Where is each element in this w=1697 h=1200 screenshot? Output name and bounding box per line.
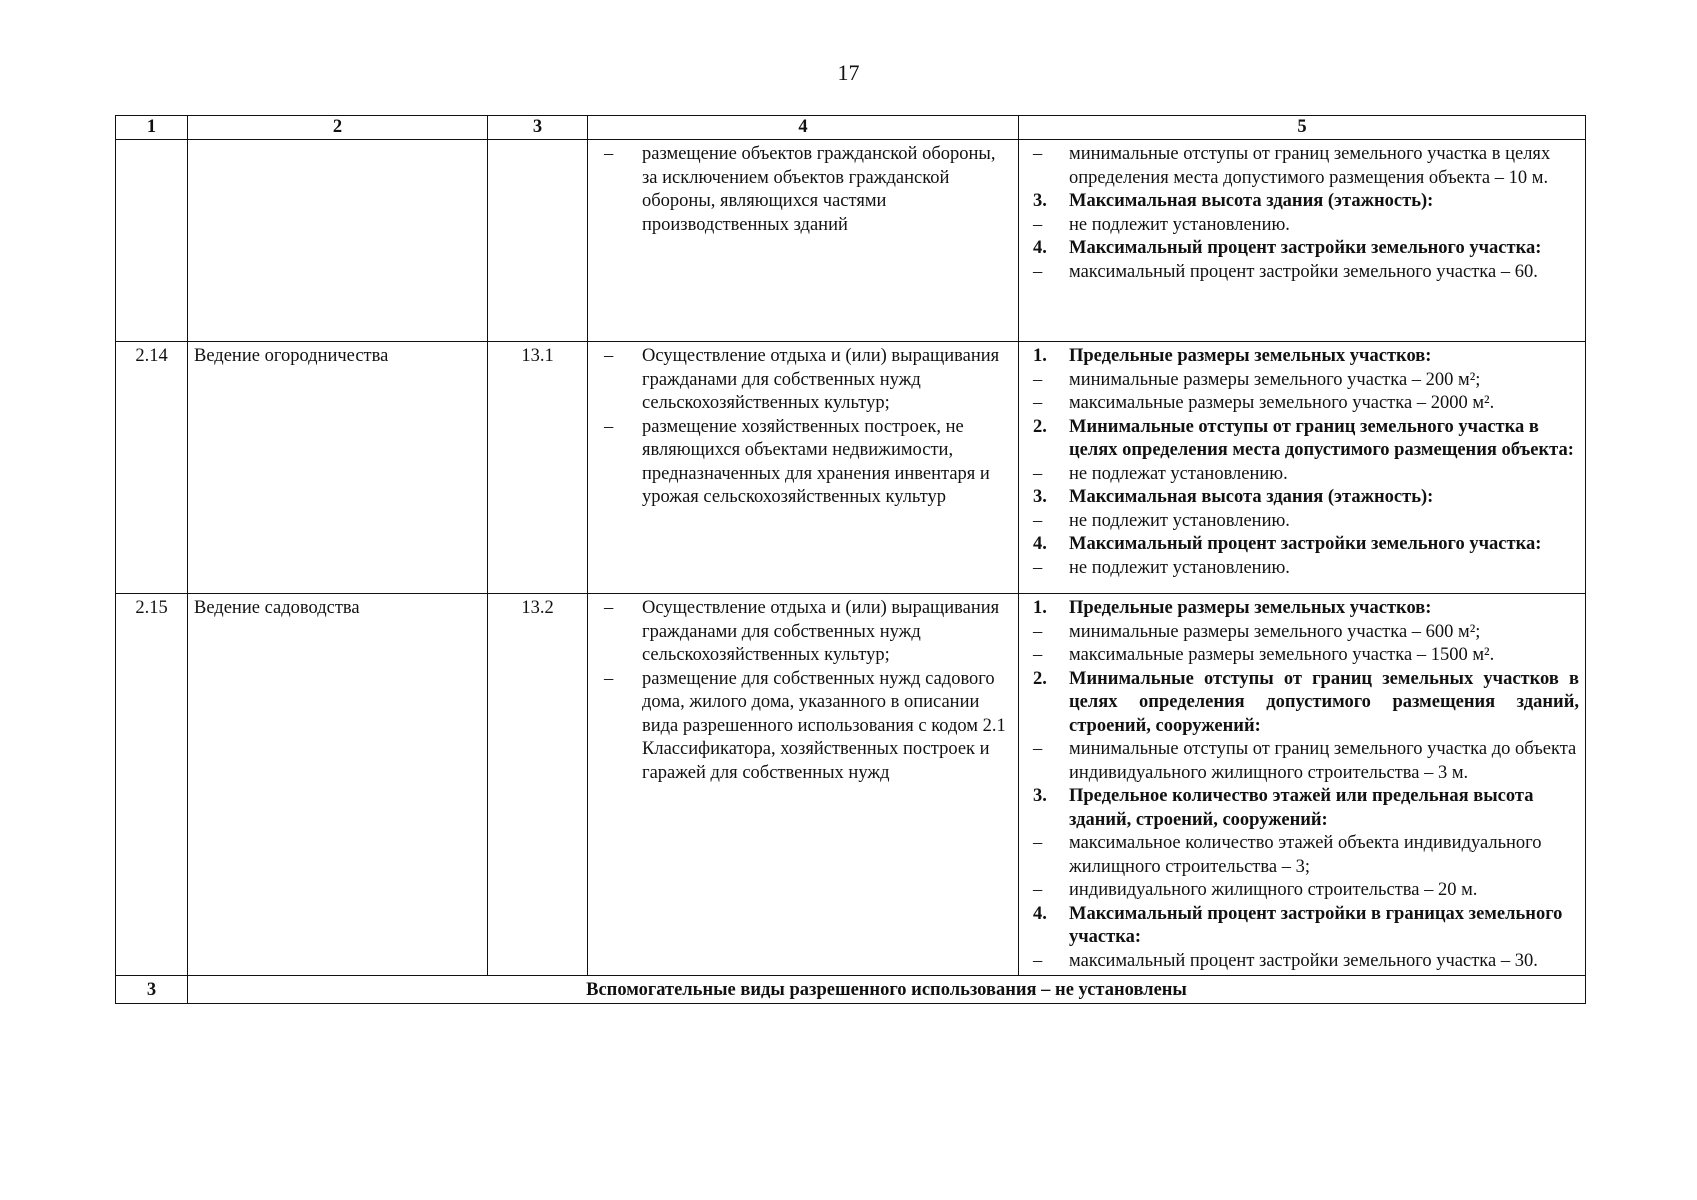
parameter-value xyxy=(1025,832,1579,879)
use-description xyxy=(588,342,1019,594)
dash-bullet: – xyxy=(1033,739,1043,759)
list-item-text: Осуществление отдыха и (или) выращивания гражданами для собственных нужд сельскохозяйственных культур; xyxy=(642,598,1000,665)
table-row xyxy=(116,140,1586,342)
dash-bullet: – xyxy=(1033,144,1043,164)
dash-bullet: – xyxy=(1033,950,1043,971)
parameter-heading xyxy=(1025,597,1579,621)
heading-text: Максимальный процент застройки в границах земельного участка: xyxy=(1069,903,1563,947)
parameter-heading xyxy=(1025,668,1579,739)
page-number: 17 xyxy=(837,60,860,85)
dash-bullet: – xyxy=(1033,393,1043,413)
parameter-heading xyxy=(1025,903,1579,950)
value-text: минимальные размеры земельного участка – 200 м²; xyxy=(1069,369,1481,390)
dash-bullet: – xyxy=(1033,463,1043,484)
parameter-value xyxy=(1025,879,1579,903)
use-type-name: Ведение огородничества xyxy=(188,342,488,594)
value-text: максимальный процент застройки земельного участка – 60. xyxy=(1069,261,1538,282)
heading-number: 3. xyxy=(1033,487,1047,507)
header-cell: 5 xyxy=(1019,116,1586,140)
heading-text: Максимальный процент застройки земельного участка: xyxy=(1069,534,1542,554)
heading-number: 3. xyxy=(1033,786,1047,806)
value-text: не подлежат установлению. xyxy=(1069,463,1288,484)
parameter-heading xyxy=(1025,190,1579,214)
parameter-value xyxy=(1025,738,1579,785)
dash-bullet: – xyxy=(1033,369,1043,390)
dash-bullet: – xyxy=(604,144,614,164)
heading-number: 1. xyxy=(1033,346,1047,366)
parameter-value xyxy=(1025,214,1579,238)
heading-number: 2. xyxy=(1033,416,1047,437)
header-cell: 3 xyxy=(488,116,588,140)
parameter-value xyxy=(1025,621,1579,645)
heading-text: Максимальная высота здания (этажность): xyxy=(1069,191,1434,211)
value-text: индивидуального жилищного строительства – 20 м. xyxy=(1069,880,1478,900)
value-text: максимальное количество этажей объекта индивидуального жилищного строительства – 3; xyxy=(1069,833,1542,877)
list-item xyxy=(594,143,1012,237)
heading-number: 3. xyxy=(1033,191,1047,211)
dash-bullet: – xyxy=(1033,833,1043,853)
list-item xyxy=(594,345,1012,416)
row-number: 2.14 xyxy=(116,342,188,594)
dash-bullet: – xyxy=(1033,621,1043,642)
parameter-heading xyxy=(1025,345,1579,369)
parameter-value xyxy=(1025,644,1579,668)
row-number: 2.15 xyxy=(116,594,188,976)
parameter-value xyxy=(1025,143,1579,190)
list-item-text: размещение объектов гражданской обороны, за исключением объектов гражданской обороны, являющихся частями производственных зданий xyxy=(642,144,996,235)
heading-number: 4. xyxy=(1033,238,1047,258)
row-number xyxy=(116,140,188,342)
value-text: максимальный процент застройки земельного участка – 30. xyxy=(1069,950,1538,971)
value-text: не подлежит установлению. xyxy=(1069,510,1290,531)
parameters xyxy=(1019,594,1586,976)
table-row xyxy=(116,594,1586,976)
parameter-heading xyxy=(1025,416,1579,463)
use-description xyxy=(588,140,1019,342)
heading-text: Предельные размеры земельных участков: xyxy=(1069,598,1432,618)
list-item xyxy=(594,668,1012,786)
parameter-heading xyxy=(1025,237,1579,261)
dash-bullet: – xyxy=(1033,557,1043,578)
value-text: не подлежит установлению. xyxy=(1069,557,1290,578)
heading-text: Предельное количество этажей или предельная высота зданий, строений, сооружений: xyxy=(1069,786,1534,830)
parameter-value xyxy=(1025,261,1579,285)
use-type-name xyxy=(188,140,488,342)
parameter-value xyxy=(1025,463,1579,487)
heading-number: 2. xyxy=(1033,668,1047,689)
footer-row xyxy=(116,976,1586,1004)
list-item xyxy=(594,416,1012,510)
header-row xyxy=(116,116,1586,140)
parameter-value xyxy=(1025,369,1579,393)
list-item xyxy=(594,597,1012,668)
heading-text: Максимальная высота здания (этажность): xyxy=(1069,487,1434,507)
use-type-name: Ведение садоводства xyxy=(188,594,488,976)
dash-bullet: – xyxy=(1033,880,1043,900)
list-item-text: размещение для собственных нужд садового дома, жилого дома, указанного в описании вида разрешенного использования с кодом 2.1 Классификатора, хозяйственных построек и гаражей для собственных нужд xyxy=(642,668,1006,783)
footer-text: Вспомогательные виды разрешенного использования – не установлены xyxy=(188,976,1586,1004)
parameter-heading xyxy=(1025,533,1579,557)
land-use-table xyxy=(115,115,1586,1004)
parameter-value xyxy=(1025,557,1579,581)
dash-bullet: – xyxy=(1033,261,1043,282)
parameter-value xyxy=(1025,510,1579,534)
heading-text: Минимальные отступы от границ земельного участка в целях определения места допустимого размещения объекта: xyxy=(1069,416,1574,460)
heading-number: 4. xyxy=(1033,903,1047,924)
parameters xyxy=(1019,140,1586,342)
value-text: минимальные размеры земельного участка – 600 м²; xyxy=(1069,621,1481,642)
value-text: минимальные отступы от границ земельного участка до объекта индивидуального жилищного строительства – 3 м. xyxy=(1069,739,1577,783)
dash-bullet: – xyxy=(604,668,614,689)
value-text: максимальные размеры земельного участка – 1500 м². xyxy=(1069,645,1495,665)
dash-bullet: – xyxy=(604,416,614,437)
classifier-code xyxy=(488,140,588,342)
use-description xyxy=(588,594,1019,976)
heading-text: Минимальные отступы от границ земельных участков в целях определения допустимого размещения зданий, строений, сооружений: xyxy=(1069,668,1579,736)
footer-number: 3 xyxy=(116,976,188,1004)
dash-bullet: – xyxy=(604,598,614,618)
value-text: максимальные размеры земельного участка – 2000 м². xyxy=(1069,393,1495,413)
value-text: минимальные отступы от границ земельного участка в целях определения места допустимого размещения объекта – 10 м. xyxy=(1069,144,1551,188)
parameter-heading xyxy=(1025,785,1579,832)
heading-text: Максимальный процент застройки земельного участка: xyxy=(1069,238,1542,258)
classifier-code: 13.1 xyxy=(488,342,588,594)
dash-bullet: – xyxy=(1033,645,1043,665)
heading-number: 4. xyxy=(1033,534,1047,554)
heading-text: Предельные размеры земельных участков: xyxy=(1069,346,1432,366)
list-item-text: Осуществление отдыха и (или) выращивания гражданами для собственных нужд сельскохозяйственных культур; xyxy=(642,346,1000,413)
parameter-value xyxy=(1025,950,1579,974)
parameter-value xyxy=(1025,392,1579,416)
dash-bullet: – xyxy=(1033,214,1043,235)
dash-bullet: – xyxy=(1033,510,1043,531)
classifier-code: 13.2 xyxy=(488,594,588,976)
heading-number: 1. xyxy=(1033,598,1047,618)
header-cell: 2 xyxy=(188,116,488,140)
header-cell: 1 xyxy=(116,116,188,140)
list-item-text: размещение хозяйственных построек, не являющихся объектами недвижимости, предназначенных для хранения инвентаря и урожая сельскохозяйственных культур xyxy=(642,416,990,507)
value-text: не подлежит установлению. xyxy=(1069,214,1290,235)
table-row xyxy=(116,342,1586,594)
dash-bullet: – xyxy=(604,346,614,366)
header-cell: 4 xyxy=(588,116,1019,140)
parameters xyxy=(1019,342,1586,594)
parameter-heading xyxy=(1025,486,1579,510)
